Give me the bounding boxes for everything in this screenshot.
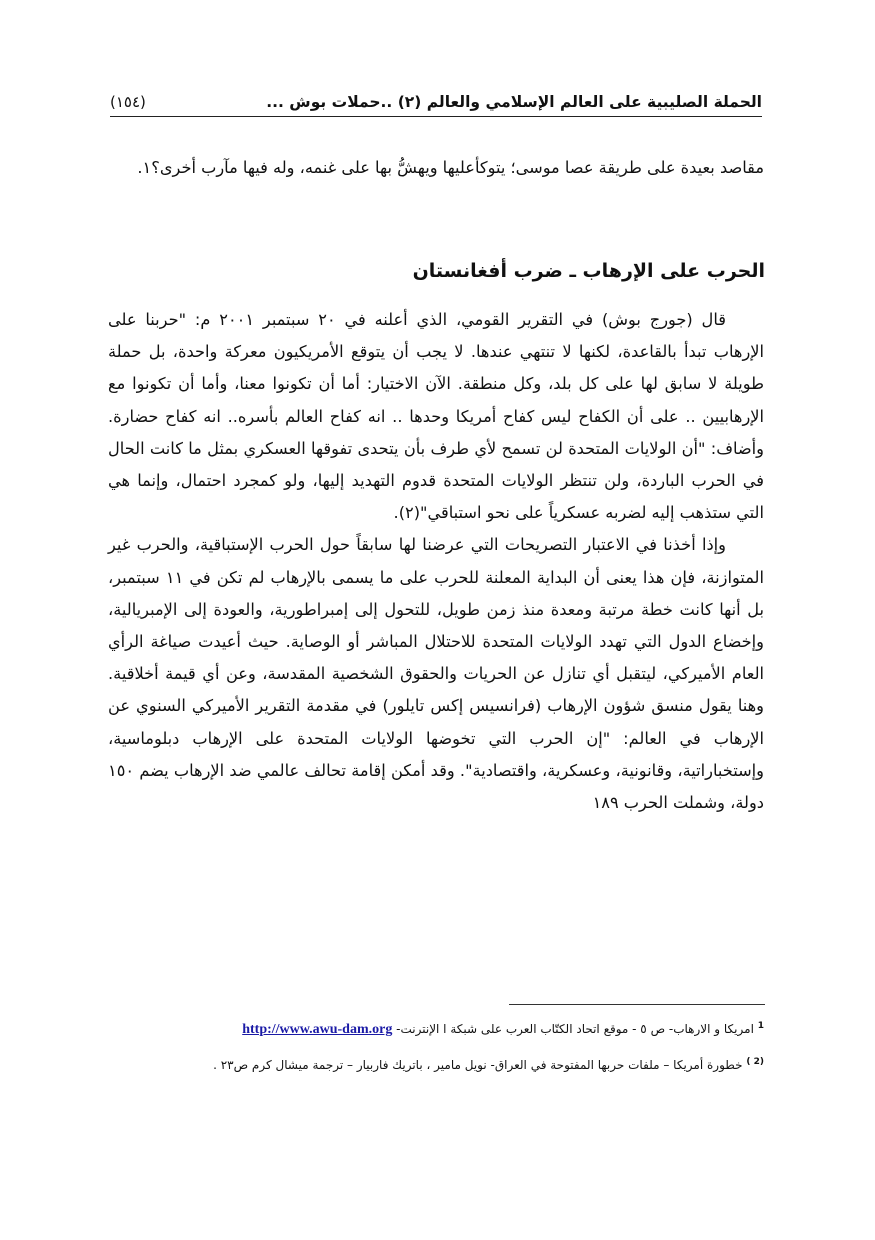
section-heading: الحرب على الإرهاب ـ ضرب أفغانستان	[412, 260, 765, 282]
intro-text: مقاصد بعيدة على طريقة عصا موسى؛ يتوكأعليها ويهشُّ بها على غنمه، وله فيها مآرب أخرى؟١.	[137, 158, 764, 177]
footnote-separator	[509, 1004, 765, 1005]
footnote-2	[96, 1052, 764, 1075]
footnotes	[96, 1016, 764, 1087]
footnote-marker: 1	[757, 1021, 764, 1031]
footnote-link[interactable]: http://www.awu-dam.org	[242, 1022, 393, 1037]
main-text	[108, 304, 764, 819]
page-number: (١٥٤)	[110, 93, 146, 111]
footnote-marker: (2 )	[746, 1057, 764, 1067]
running-header	[110, 88, 762, 117]
paragraph: وإذا أخذنا في الاعتبار التصريحات التي عرضنا لها سابقاً حول الحرب الإستباقية، والحرب غير المتوازنة، فإن هذا يعنى أن البداية المعلنة للحرب على ما يسمى بالإرهاب لم تكن في ١١ سبتمبر، بل أنها كانت خطة مرتبة ومعدة منذ زمن طويل، للتحول إلى إمبراطورية، والعودة إلى الإمبريالية، وإخضاع الدول التي تهدد الولايات المتحدة للاحتلال المباشر أو الوصاية. حيث أعيدت صياغة الرأي العام الأميركي، ليتقبل أي تنازل عن الحريات والحقوق الشخصية المقدسة، وعن أي قيمة أخلاقية. وهنا يقول منسق شؤون الإرهاب (فرانسيس إكس تايلور) في مقدمة التقرير الأميركي السنوي عن الإرهاب في العالم: "إن الحرب التي تخوضها الولايات المتحدة على الإرهاب دبلوماسية، وإستخباراتية، وقانونية، وعسكرية، واقتصادية". وقد أمكن إقامة تحالف عالمي ضد الإرهاب يضم ١٥٠ دولة، وشملت الحرب ١٨٩	[108, 535, 764, 813]
footnote-1	[96, 1016, 764, 1040]
footnote-text: خطورة أمريكا – ملفات حربها المفتوحة في العراق- نويل مامير ، باتريك فاربيار – ترجمة ميشال كرم ص٢٣ .	[213, 1058, 743, 1072]
paragraph: قال (جورج بوش) في التقرير القومي، الذي أعلنه في ٢٠ سبتمبر ٢٠٠١ م: "حربنا على الإرهاب تبدأ بالقاعدة، لكنها لا تنتهي عندها. لا يجب أن يتوقع الأمريكيون معركة واحدة، بل حملة طويلة لا سابق لها على كل بلد، وكل منطقة. الآن الاختيار: أما أن تكونوا معنا، وأما أن تكونوا مع الإرهابيين .. على أن الكفاح ليس كفاح أمريكا وحدها .. انه كفاح العالم بأسره.. انه كفاح حضارة. وأضاف: "أن الولايات المتحدة لن تسمح لأي طرف بأن يتحدى تفوقها العسكري بمثل ما كانت الحال في الحرب الباردة، ولن تنتظر الولايات المتحدة قدوم التهديد إليها، ولو كمجرد احتمال، وإنما هي التي ستذهب إليه لضربه عسكرياً على نحو استباقي"(٢).	[108, 310, 764, 523]
footnote-text: امريكا و الارهاب- ص ٥ - موقع اتحاد الكتّاب العرب على شبكة ا الإنترنت-	[396, 1022, 754, 1036]
intro-paragraph	[108, 152, 764, 184]
running-title: الحملة الصليبية على العالم الإسلامي والعالم (٢) ..حملات بوش ...	[266, 93, 762, 111]
